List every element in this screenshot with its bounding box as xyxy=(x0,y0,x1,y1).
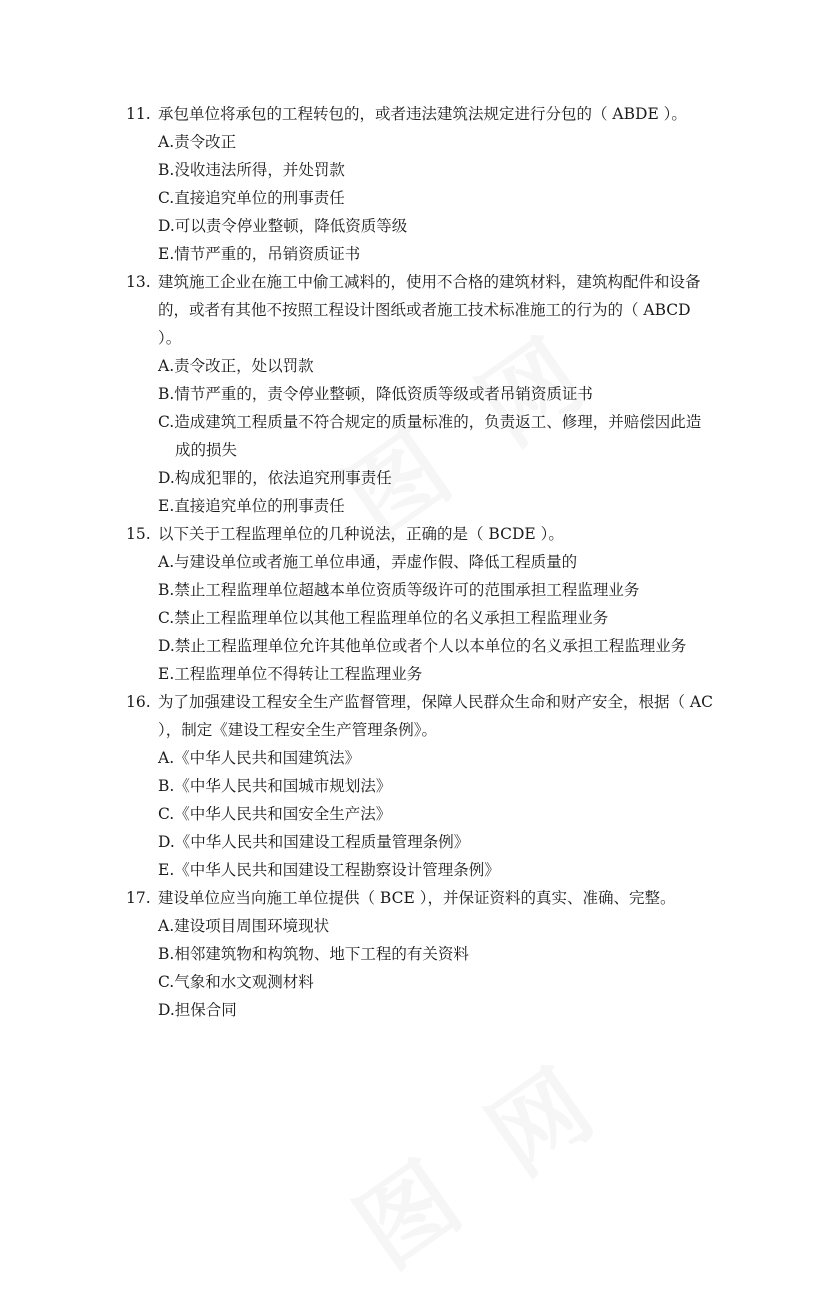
question-stem xyxy=(126,688,716,744)
answer-option: E.直接追究单位的刑事责任 xyxy=(158,497,345,515)
answer-option: B.禁止工程监理单位超越本单位资质等级许可的范围承担工程监理业务 xyxy=(158,581,640,599)
answer-option: D.禁止工程监理单位允许其他单位或者个人以本单位的名义承担工程监理业务 xyxy=(158,637,687,655)
answer-option: A.建设项目周围环境现状 xyxy=(158,917,330,935)
question-stem xyxy=(126,884,716,912)
answer-option: E.工程监理单位不得转让工程监理业务 xyxy=(158,665,423,683)
question-text: 建设单位应当向施工单位提供（ BCE ），并保证资料的真实、准确、完整。 xyxy=(158,889,676,907)
question-number: 16. xyxy=(126,693,151,711)
question-block xyxy=(126,884,716,1024)
answer-option: D.《中华人民共和国建设工程质量管理条例》 xyxy=(158,833,470,851)
answer-option: B.情节严重的，责令停业整顿，降低资质等级或者吊销资质证书 xyxy=(158,385,593,403)
answer-option: D.构成犯罪的，依法追究刑事责任 xyxy=(158,469,392,487)
question-text: 为了加强建设工程安全生产监督管理，保障人民群众生命和财产安全，根据（ AC ），制定《建设工程安全生产管理条例》。 xyxy=(158,693,713,739)
question-stem xyxy=(126,100,716,128)
question-number: 15. xyxy=(126,525,151,543)
question-stem xyxy=(126,520,716,548)
answer-option: C.气象和水文观测材料 xyxy=(158,973,314,991)
answer-option: E.情节严重的，吊销资质证书 xyxy=(158,245,361,263)
question-block xyxy=(126,520,716,688)
answer-option: C.造成建筑工程质量不符合规定的质量标准的，负责返工、修理，并赔偿因此造成的损失 xyxy=(158,413,702,459)
answer-option: A.《中华人民共和国建筑法》 xyxy=(158,749,361,767)
watermark xyxy=(325,1024,628,1293)
answer-option: D.担保合同 xyxy=(158,1001,237,1019)
question-block xyxy=(126,100,716,268)
question-number: 11. xyxy=(126,105,151,123)
answer-option: A.与建设单位或者施工单位串通，弄虚作假、降低工程质量的 xyxy=(158,553,578,571)
answer-option: A.责令改正 xyxy=(158,133,237,151)
question-number: 13. xyxy=(126,273,151,291)
question-list xyxy=(126,100,716,1024)
answer-option: D.可以责令停业整顿，降低资质等级 xyxy=(158,217,408,235)
question-text: 建筑施工企业在施工中偷工减料的，使用不合格的建筑材料，建筑构配件和设备的，或者有其他不按照工程设计图纸或者施工技术标准施工的行为的（ ABCD ）。 xyxy=(158,273,701,347)
answer-option: B.相邻建筑物和构筑物、地下工程的有关资料 xyxy=(158,945,469,963)
question-block xyxy=(126,268,716,520)
question-number: 17. xyxy=(126,889,151,907)
answer-option: B.《中华人民共和国城市规划法》 xyxy=(158,777,392,795)
answer-option: B.没收违法所得，并处罚款 xyxy=(158,161,345,179)
question-text: 承包单位将承包的工程转包的，或者违法建筑法规定进行分包的（ ABDE ）。 xyxy=(158,105,687,123)
question-text: 以下关于工程监理单位的几种说法，正确的是（ BCDE ）。 xyxy=(158,525,564,543)
answer-option: C.直接追究单位的刑事责任 xyxy=(158,189,345,207)
answer-option: C.禁止工程监理单位以其他工程监理单位的名义承担工程监理业务 xyxy=(158,609,609,627)
answer-option: C.《中华人民共和国安全生产法》 xyxy=(158,805,392,823)
answer-option: E.《中华人民共和国建设工程勘察设计管理条例》 xyxy=(158,861,500,879)
question-stem xyxy=(126,268,716,352)
answer-option: A.责令改正，处以罚款 xyxy=(158,357,314,375)
question-block xyxy=(126,688,716,884)
